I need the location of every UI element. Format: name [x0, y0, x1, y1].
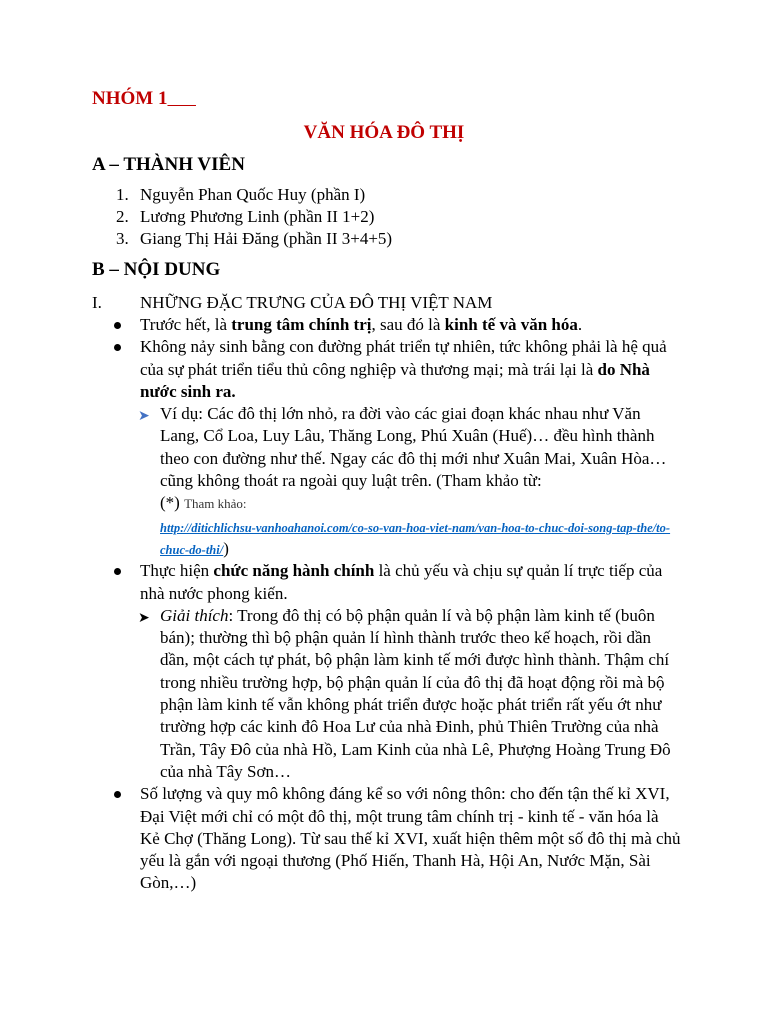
roman-numeral: I.	[92, 293, 102, 312]
sub-item-explanation: ➤ Giải thích: Trong đô thị có bộ phận quản lí và bộ phận làm kinh tế (buôn bán); thường thì bộ phận quản lí hình thành trước theo kế hoạch, rồi dần dần, một cách tự phát, bộ phận làm kinh tế mới được hình thành. Thậm chí trong nhiều trường hợp, bộ phận quản lí của đô thị đã hoạt động rồi mà bộ phận làm kinh tế vẫn không phát triển được hoặc phát triển rất yếu ớt như trường hợp các kinh đô Hoa Lư của nhà Đinh, phủ Thiên Trường của nhà Trần, Tây Đô của nhà Hồ, Lam Kinh của nhà Lê, Phượng Hoàng Trung Đô của nhà Tây Sơn…	[138, 605, 671, 781]
section-a-heading: A – THÀNH VIÊN	[92, 154, 245, 175]
group-title	[92, 88, 193, 110]
arrow-bullet-icon: ➤	[138, 409, 150, 425]
section-b-content	[92, 292, 682, 895]
member-item-3: 3. Giang Thị Hải Đăng (phần II 3+4+5)	[116, 229, 393, 248]
footnote-star: (*)	[160, 493, 180, 513]
bullet-dot-icon	[114, 568, 121, 575]
bullet-item-2: Không nảy sinh bằng con đường phát triển tự nhiên, tức không phải là hệ quả của sự phát triển tiểu thủ công nghiệp và thương mại; mà trái lại là do Nhà nước sinh ra.	[92, 336, 682, 403]
document-title: VĂN HÓA ĐÔ THỊ	[303, 122, 465, 143]
arrow-bullet-icon: ➤	[138, 610, 150, 626]
bullet-item-4: Số lượng và quy mô không đáng kể so với nông thôn: cho đến tận thế kỉ XVI, Đại Việt mới chỉ có một đô thị, một trung tâm chính trị - kinh tế - văn hóa là Kẻ Chợ (Thăng Long). Từ sau thế kỉ XVI, xuất hiện thêm một số đô thị mà chủ yếu là gắn với ngoại thương (Phố Hiến, Thanh Hà, Hội An, Nước Mặn, Sài Gòn,…)	[92, 783, 682, 894]
member-item-2: 2. Lương Phương Linh (phần II 1+2)	[116, 207, 375, 226]
reference-label: Tham khảo:	[184, 496, 247, 512]
bullet-dot-icon	[114, 344, 121, 351]
group-title-underline-space	[167, 88, 193, 110]
member-item-1: 1. Nguyễn Phan Quốc Huy (phần I)	[116, 185, 366, 204]
roman-heading-text: NHỮNG ĐẶC TRƯNG CỦA ĐÔ THỊ VIỆT NAM	[140, 293, 493, 312]
reference-link[interactable]: http://ditichlichsu-vanhoahanoi.com/co-so-van-hoa-viet-nam/van-hoa-to-chuc-doi-song-tap-the/to-chuc-do-thi/	[160, 520, 671, 557]
group-label: NHÓM 1	[92, 88, 168, 109]
bullet-dot-icon	[114, 322, 121, 329]
bullet-dot-icon	[114, 791, 121, 798]
bullet-item-3: Thực hiện chức năng hành chính là chủ yếu và chịu sự quản lí trực tiếp của nhà nước phong kiến.	[92, 560, 682, 605]
bullet-item-1: Trước hết, là trung tâm chính trị, sau đó là kinh tế và văn hóa.	[92, 314, 682, 336]
section-b-heading: B – NỘI DUNG	[92, 259, 221, 280]
roman-heading	[92, 292, 682, 314]
sub-item-example: ➤ Ví dụ: Các đô thị lớn nhỏ, ra đời vào các giai đoạn khác nhau như Văn Lang, Cổ Loa, Luy Lâu, Thăng Long, Phú Xuân (Huế)… đều hình thành theo con đường như thế. Ngay các đô thị mới như Xuân Mai, Xuân Hòa… cũng không thoát ra ngoài quy luật trên. (Tham khảo từ: (*) Tham khảo: http://ditichlichsu-vanhoahanoi.com/co-so-van-hoa-viet-nam/van-hoa-to-chuc-doi-song-tap-the/to-chuc-do-thi/)	[138, 404, 671, 558]
member-list	[116, 184, 392, 250]
